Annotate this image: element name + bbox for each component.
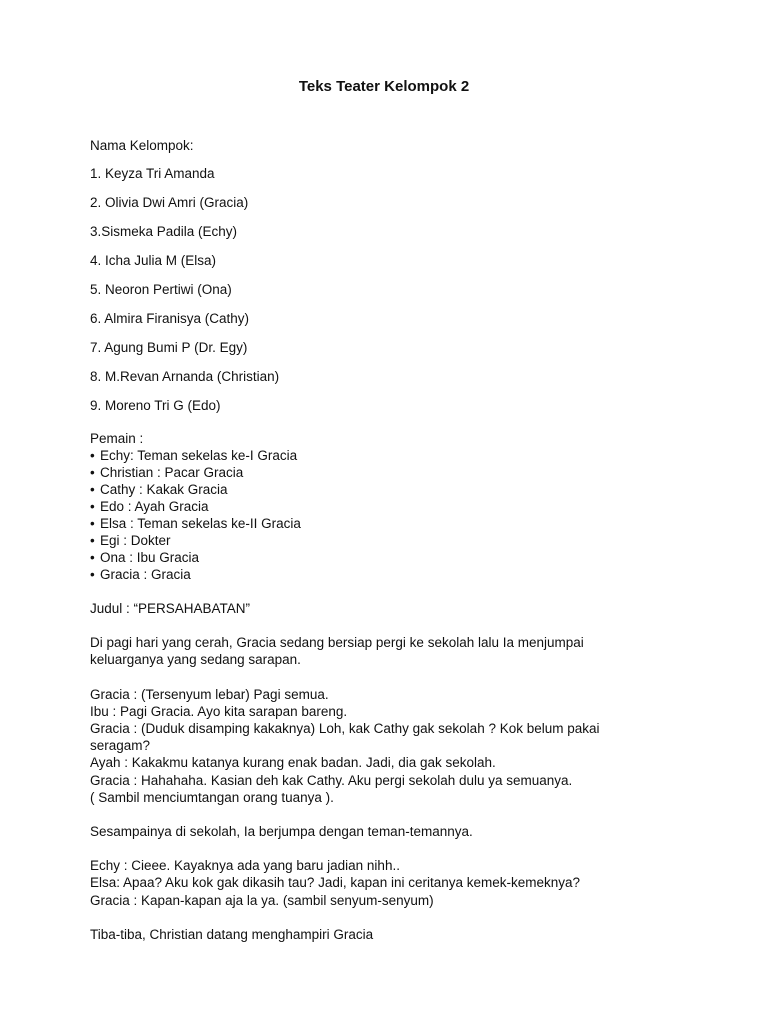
- member-item: 7. Agung Bumi P (Dr. Egy): [90, 340, 248, 355]
- narration-line: Tiba-tiba, Christian datang menghampiri Gracia: [90, 926, 374, 942]
- cast-text: Christian : Pacar Gracia: [100, 465, 244, 480]
- member-item: 5. Neoron Pertiwi (Ona): [90, 282, 232, 297]
- member-item: 4. Icha Julia M (Elsa): [90, 253, 217, 268]
- bullet-icon: •: [90, 448, 95, 463]
- member-item: 9. Moreno Tri G (Edo): [90, 398, 221, 413]
- dialogue-line: Gracia : Kapan-kapan aja la ya. (sambil senyum-senyum): [90, 892, 434, 908]
- narration-line: Sesampainya di sekolah, Ia berjumpa dengan teman-temannya.: [90, 824, 473, 840]
- judul-line: Judul : “PERSAHABATAN”: [90, 601, 251, 616]
- dialogue-block: [90, 686, 680, 806]
- narration-line: Di pagi hari yang cerah, Gracia sedang bersiap pergi ke sekolah lalu Ia menjumpai: [90, 635, 584, 651]
- narration-paragraph: [90, 634, 680, 668]
- dialogue-line: ( Sambil menciumtangan orang tuanya ).: [90, 789, 334, 805]
- member-item: 6. Almira Firanisya (Cathy): [90, 311, 250, 326]
- member-item: 1. Keyza Tri Amanda: [90, 166, 215, 181]
- dialogue-line: Gracia : Hahahaha. Kasian deh kak Cathy. Aku pergi sekolah dulu ya semuanya.: [90, 772, 573, 788]
- cast-text: Edo : Ayah Gracia: [100, 499, 209, 514]
- dialogue-line: Elsa: Apaa? Aku kok gak dikasih tau? Jadi, kapan ini ceritanya kemek-kemeknya?: [90, 875, 581, 891]
- bullet-icon: •: [90, 465, 95, 480]
- dialogue-line: Echy : Cieee. Kayaknya ada yang baru jadian nihh..: [90, 858, 400, 874]
- cast-item: [90, 566, 680, 583]
- dialogue-line: Gracia : (Duduk disamping kakaknya) Loh, kak Cathy gak sekolah ? Kok belum pakai: [90, 721, 600, 737]
- cast-item: [90, 498, 680, 515]
- cast-text: Elsa : Teman sekelas ke-II Gracia: [100, 516, 301, 531]
- dialogue-block: [90, 857, 680, 909]
- cast-list: [90, 447, 680, 583]
- group-label: Nama Kelompok:: [90, 138, 194, 153]
- bullet-icon: •: [90, 567, 95, 582]
- bullet-icon: •: [90, 482, 95, 497]
- cast-item: [90, 447, 680, 464]
- cast-text: Echy: Teman sekelas ke-I Gracia: [100, 448, 298, 463]
- cast-text: Egi : Dokter: [100, 533, 171, 548]
- member-list: [90, 164, 680, 425]
- bullet-icon: •: [90, 499, 95, 514]
- cast-label: Pemain :: [90, 431, 144, 446]
- dialogue-line: Gracia : (Tersenyum lebar) Pagi semua.: [90, 686, 329, 702]
- bullet-icon: •: [90, 516, 95, 531]
- narration-line: keluarganya yang sedang sarapan.: [90, 652, 301, 668]
- bullet-icon: •: [90, 550, 95, 565]
- member-item: 8. M.Revan Arnanda (Christian): [90, 369, 280, 384]
- document-body: [90, 137, 680, 943]
- member-item: 2. Olivia Dwi Amri (Gracia): [90, 195, 249, 210]
- dialogue-line: seragam?: [90, 738, 151, 754]
- cast-item: [90, 515, 680, 532]
- cast-item: [90, 464, 680, 481]
- document-title: Teks Teater Kelompok 2: [298, 78, 470, 95]
- cast-item: [90, 549, 680, 566]
- cast-item: [90, 481, 680, 498]
- cast-text: Gracia : Gracia: [100, 567, 191, 582]
- dialogue-line: Ayah : Kakakmu katanya kurang enak badan. Jadi, dia gak sekolah.: [90, 755, 496, 771]
- dialogue-line: Ibu : Pagi Gracia. Ayo kita sarapan bareng.: [90, 703, 348, 719]
- member-item: 3.Sismeka Padila (Echy): [90, 224, 238, 239]
- bullet-icon: •: [90, 533, 95, 548]
- cast-item: [90, 532, 680, 549]
- cast-text: Ona : Ibu Gracia: [100, 550, 200, 565]
- cast-text: Cathy : Kakak Gracia: [100, 482, 228, 497]
